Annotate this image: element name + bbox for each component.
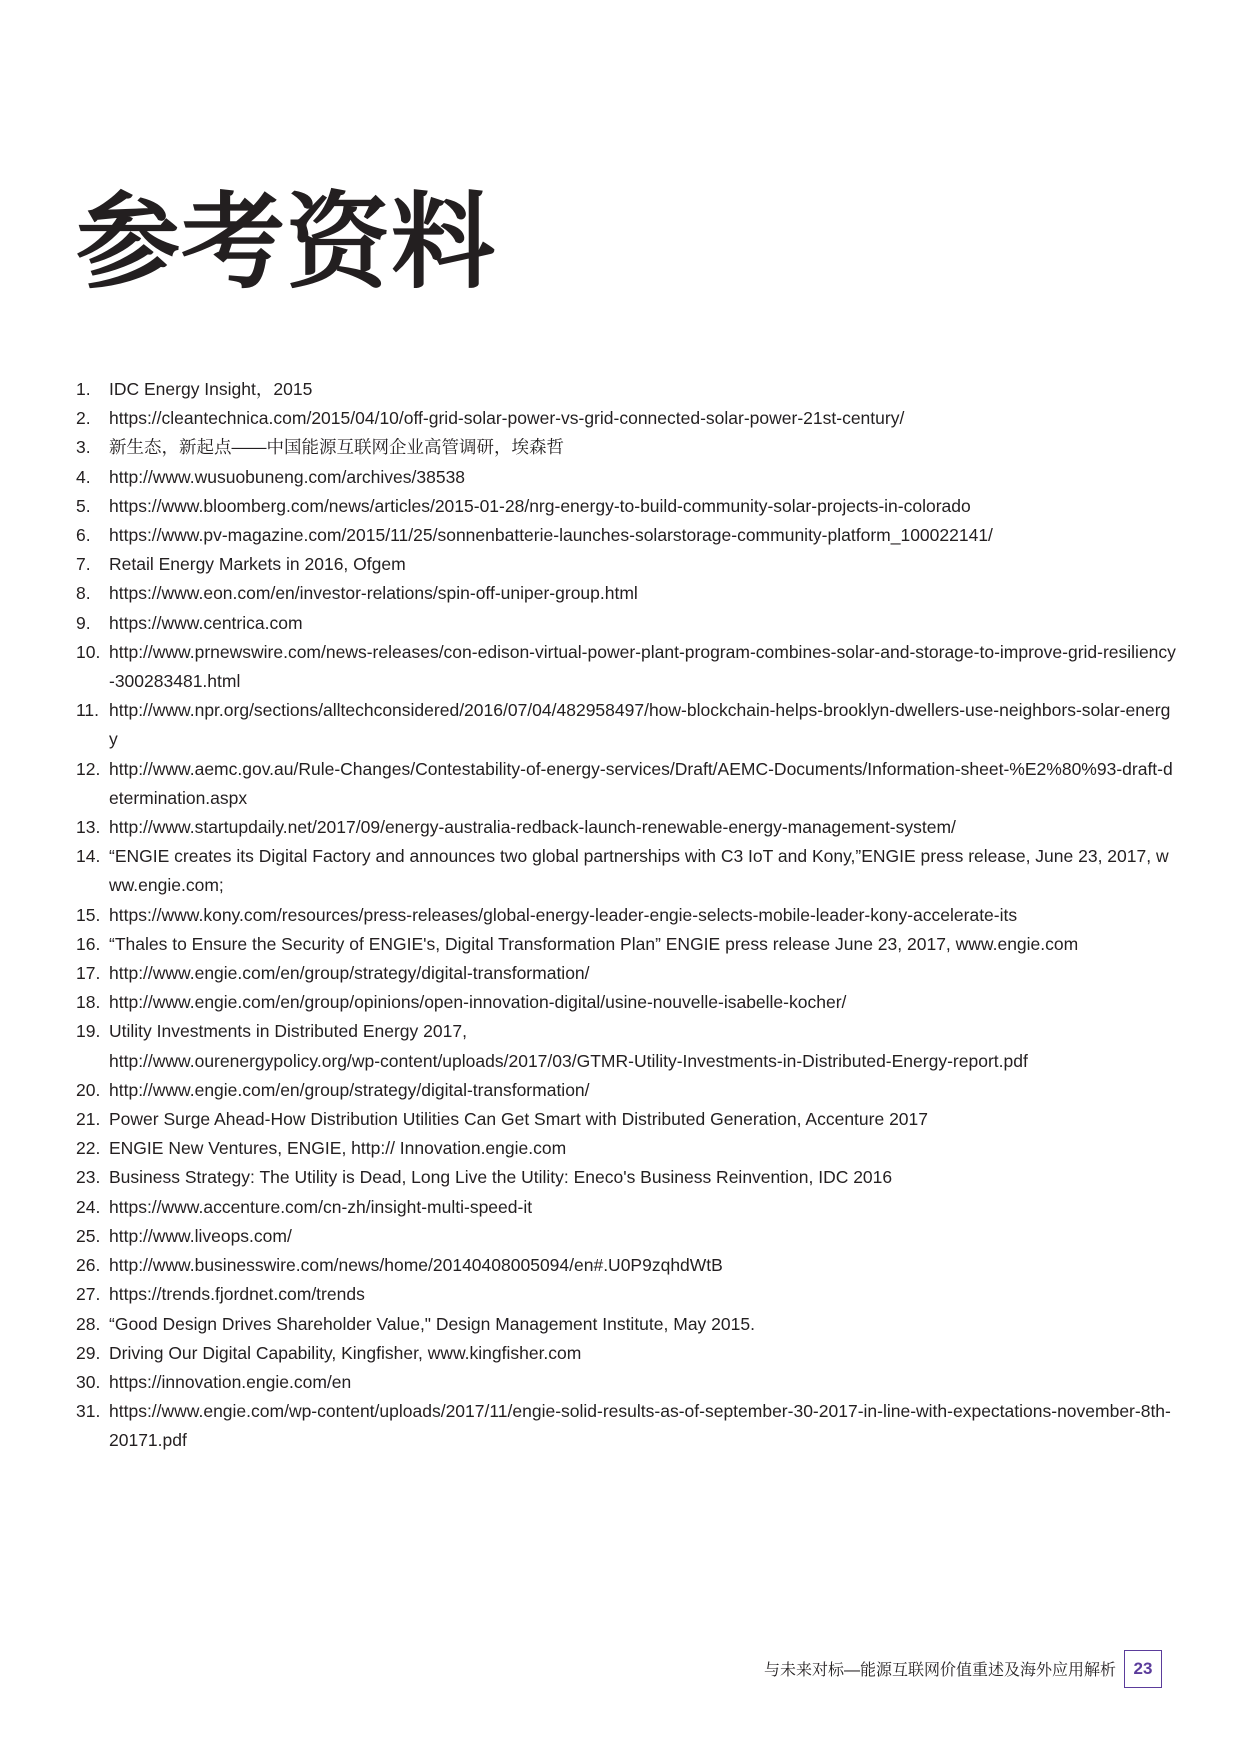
reference-text: https://www.centrica.com	[109, 612, 303, 633]
reference-item	[76, 755, 1176, 813]
reference-text: http://www.businesswire.com/news/home/20140408005094/en#.U0P9zqhdWtB	[109, 1255, 723, 1276]
reference-number: 18.	[76, 992, 101, 1013]
reference-number: 6.	[76, 525, 91, 546]
reference-number: 16.	[76, 933, 101, 954]
reference-text: “ENGIE creates its Digital Factory and announces two global partnerships with C3 IoT and Kony,”ENGIE press release, June 23, 2017, www.engie.com;	[109, 846, 1169, 896]
reference-item	[76, 375, 1176, 404]
reference-number: 5.	[76, 495, 91, 516]
reference-number: 22.	[76, 1138, 101, 1159]
reference-number: 28.	[76, 1313, 101, 1334]
reference-number: 31.	[76, 1401, 101, 1422]
reference-text: “Thales to Ensure the Security of ENGIE's, Digital Transformation Plan” ENGIE press release June 23, 2017, www.engie.com	[109, 933, 1079, 954]
reference-item	[76, 1193, 1176, 1222]
reference-item	[76, 1017, 1176, 1075]
reference-text: https://innovation.engie.com/en	[109, 1371, 352, 1392]
reference-number: 10.	[76, 641, 101, 662]
reference-text: Utility Investments in Distributed Energy 2017,	[109, 1021, 467, 1042]
reference-number: 11.	[76, 700, 100, 721]
reference-text: http://www.engie.com/en/group/opinions/open-innovation-digital/usine-nouvelle-isabelle-kocher/	[109, 992, 847, 1013]
reference-item	[76, 579, 1176, 608]
reference-number: 1.	[76, 379, 91, 399]
reference-number: 12.	[76, 758, 101, 779]
reference-number: 4.	[76, 466, 91, 487]
reference-text: http://www.engie.com/en/group/strategy/digital-transformation/	[109, 963, 590, 984]
reference-text: Retail Energy Markets in 2016, Ofgem	[109, 554, 406, 575]
reference-text: https://www.accenture.com/cn-zh/insight-multi-speed-it	[109, 1196, 533, 1217]
reference-text: Business Strategy: The Utility is Dead, Long Live the Utility: Eneco's Business Reinvention, IDC 2016	[109, 1167, 893, 1188]
reference-item	[76, 813, 1176, 842]
reference-number: 17.	[76, 963, 101, 984]
reference-number: 30.	[76, 1371, 101, 1392]
reference-item	[76, 433, 1176, 462]
reference-number: 2.	[76, 408, 91, 429]
reference-number: 27.	[76, 1284, 101, 1305]
reference-text: https://www.bloomberg.com/news/articles/2015-01-28/nrg-energy-to-build-community-solar-projects-in-colorado	[109, 495, 971, 516]
reference-text: “Good Design Drives Shareholder Value," Design Management Institute, May 2015.	[109, 1313, 755, 1334]
footer-title: 与未来对标—能源互联网价值重述及海外应用解析	[763, 1662, 1116, 1679]
reference-item	[76, 492, 1176, 521]
reference-number: 21.	[76, 1109, 101, 1130]
reference-item	[76, 696, 1176, 754]
reference-text: Driving Our Digital Capability, Kingfisher, www.kingfisher.com	[109, 1342, 582, 1363]
reference-item	[76, 521, 1176, 550]
reference-item	[76, 550, 1176, 579]
reference-text: http://www.prnewswire.com/news-releases/con-edison-virtual-power-plant-program-combines-solar-and-storage-to-improve-grid-resiliency-300283481.html	[109, 641, 1176, 692]
reference-number: 20.	[76, 1079, 101, 1100]
reference-text: http://www.aemc.gov.au/Rule-Changes/Contestability-of-energy-services/Draft/AEMC-Documents/Information-sheet-%E2%80%93-draft-determination.aspx	[109, 758, 1173, 808]
reference-item	[76, 1076, 1176, 1105]
reference-item	[76, 959, 1176, 988]
reference-text: http://www.wusuobuneng.com/archives/38538	[109, 466, 466, 487]
reference-item	[76, 1280, 1176, 1309]
reference-text: IDC Energy Insight，2015	[109, 379, 313, 399]
reference-text: 新生态，新起点——中国能源互联网企业高管调研，埃森哲	[109, 437, 564, 458]
reference-text: https://www.engie.com/wp-content/uploads/2017/11/engie-solid-results-as-of-september-30-2017-in-line-with-expectations-november-8th-20171.pdf	[109, 1401, 1171, 1451]
reference-number: 23.	[76, 1167, 101, 1188]
reference-text: http://www.engie.com/en/group/strategy/digital-transformation/	[109, 1079, 590, 1100]
reference-number: 14.	[76, 846, 101, 867]
reference-text: http://www.startupdaily.net/2017/09/energy-australia-redback-launch-renewable-energy-management-system/	[109, 817, 956, 838]
reference-item	[76, 1251, 1176, 1280]
reference-text: https://cleantechnica.com/2015/04/10/off-grid-solar-power-vs-grid-connected-solar-power-21st-century/	[109, 408, 905, 429]
reference-item	[76, 1310, 1176, 1339]
reference-text: http://www.liveops.com/	[109, 1225, 292, 1246]
reference-number: 25.	[76, 1225, 101, 1246]
reference-text: https://trends.fjordnet.com/trends	[109, 1284, 365, 1305]
reference-item	[76, 1134, 1176, 1163]
reference-text: https://www.eon.com/en/investor-relations/spin-off-uniper-group.html	[109, 583, 638, 604]
reference-list	[76, 375, 1176, 1456]
reference-number: 29.	[76, 1342, 101, 1363]
reference-item	[76, 638, 1176, 696]
reference-number: 26.	[76, 1255, 101, 1276]
reference-number: 15.	[76, 904, 101, 925]
reference-text: http://www.npr.org/sections/alltechconsidered/2016/07/04/482958497/how-blockchain-helps-brooklyn-dwellers-use-neighbors-solar-energy	[109, 700, 1171, 750]
reference-item	[76, 463, 1176, 492]
reference-number: 8.	[76, 583, 91, 604]
reference-item	[76, 930, 1176, 959]
reference-text: ENGIE New Ventures, ENGIE, http:// Innovation.engie.com	[109, 1138, 567, 1159]
reference-text: https://www.kony.com/resources/press-releases/global-energy-leader-engie-selects-mobile-leader-kony-accelerate-its	[109, 904, 1018, 925]
reference-text-url: http://www.ourenergypolicy.org/wp-content/uploads/2017/03/GTMR-Utility-Investments-in-Distributed-Energy-report.pdf	[109, 1050, 1028, 1071]
reference-number: 24.	[76, 1196, 101, 1217]
reference-item	[76, 901, 1176, 930]
page-title: 参考资料	[76, 185, 497, 301]
reference-item	[76, 988, 1176, 1017]
reference-number: 13.	[76, 817, 101, 838]
reference-item	[76, 1368, 1176, 1397]
reference-number: 3.	[76, 437, 91, 458]
reference-text: Power Surge Ahead-How Distribution Utilities Can Get Smart with Distributed Generation, Accenture 2017	[109, 1109, 929, 1130]
reference-item	[76, 1339, 1176, 1368]
reference-item	[76, 404, 1176, 433]
page-number-badge: 23	[1124, 1650, 1162, 1688]
reference-number: 7.	[76, 554, 91, 575]
reference-item	[76, 842, 1176, 900]
reference-item	[76, 1105, 1176, 1134]
reference-item	[76, 1163, 1176, 1192]
reference-item	[76, 609, 1176, 638]
reference-number: 19.	[76, 1021, 101, 1042]
reference-item	[76, 1397, 1176, 1455]
reference-number: 9.	[76, 612, 91, 633]
reference-text: https://www.pv-magazine.com/2015/11/25/sonnenbatterie-launches-solarstorage-community-platform_100022141/	[109, 525, 993, 546]
reference-item	[76, 1222, 1176, 1251]
